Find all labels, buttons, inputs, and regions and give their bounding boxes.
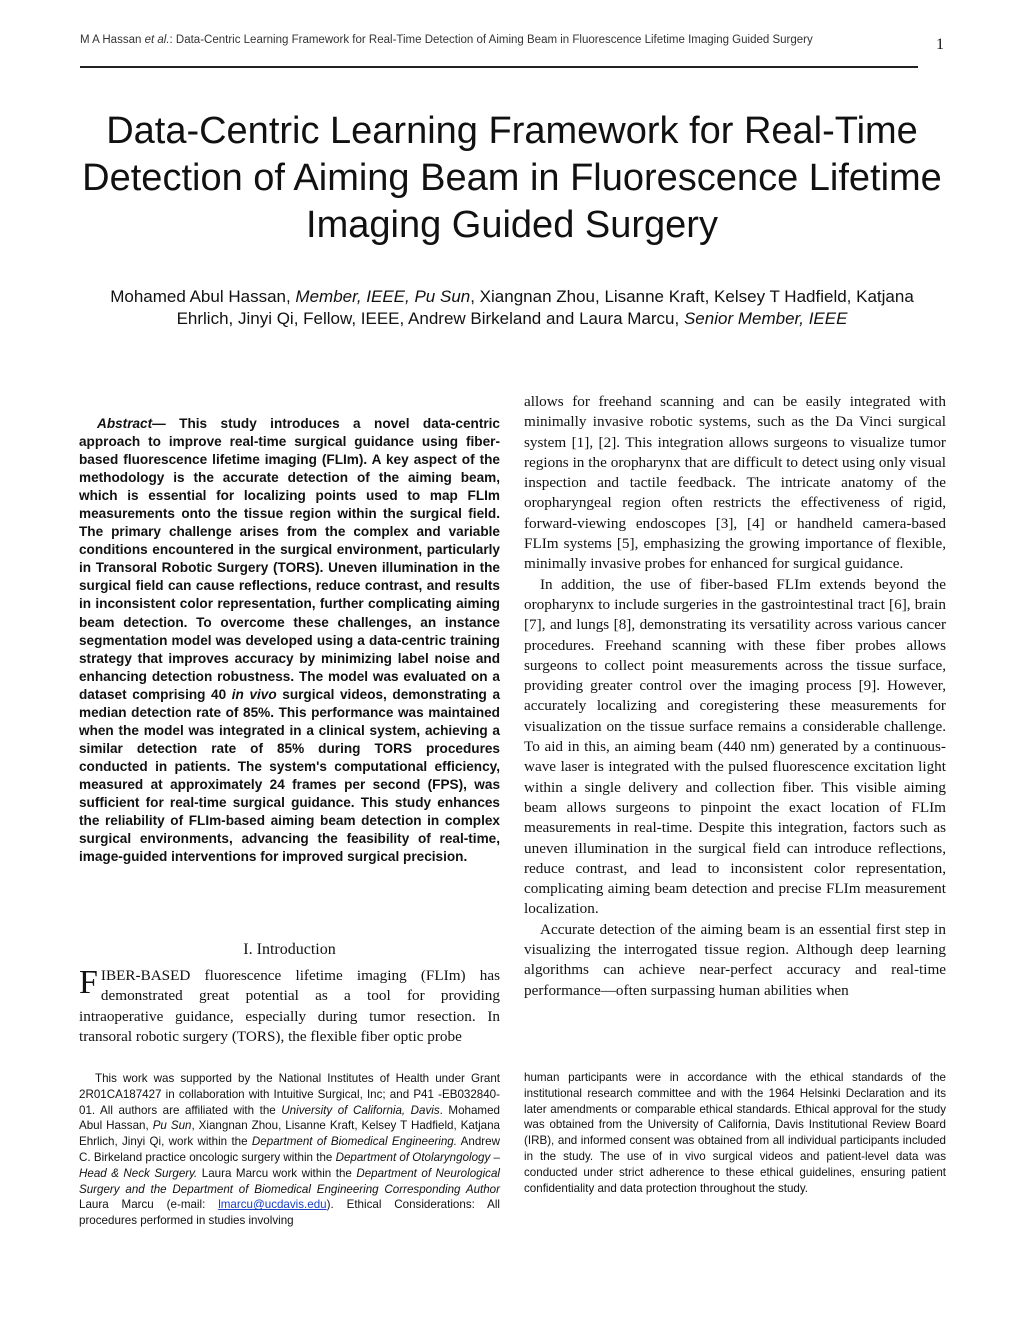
footnote-italic-2: Pu Sun [152,1119,192,1133]
drop-cap: F [79,964,98,1001]
footnote-text-2: . Mohamed Abul Hassan, [79,1103,500,1133]
footnote-text-3: , Xiangnan Zhou, Lisanne Kraft, Kelsey T Hadfield, Katjana Ehrlich, Jinyi Qi, work within the [79,1119,500,1149]
footnote-italic-3: Department of Biomedical Engineering. [251,1135,457,1149]
abstract-text-1: This study introduces a novel data-centric approach to improve real-time surgical guidance using fiber-based fluorescence lifetime imaging (FLIm). A key aspect of the methodology is the accurate detection of the aiming beam, which is essential for localizing points used to map FLIm measurements onto the tissue region within the surgical field. The primary challenge arises from the complex and variable conditions encountered in the surgical environment, particularly in Transoral Robotic Surgery (TORS). Uneven illumination in the surgical field can cause reflections, reduce contrast, and results in inconsistent color representation, further complicating aiming beam detection. To overcome these challenges, an instance segmentation model was developed using a data-centric training strategy that improves accuracy by minimizing label noise and enhancing detection robustness. The model was evaluated on a dataset comprising 40 [79,416,500,702]
introduction-paragraph-3: Accurate detection of the aiming beam is an essential first step in visualizing the interrogated tissue region. Although deep learning algorithms can achieve near-perfect accuracy and real-time performance—often surpassing human abilities when [524,920,946,999]
introduction-paragraph-1-continued: allows for freehand scanning and can be easily integrated with minimally invasive robotic systems, such as the Da Vinci surgical system [1], [2]. This integration allows surgeons to visualize tumor regions in the oropharynx that are difficult to detect using only visual inspection and tactile feedback. The intricate anatomy of the oropharyngeal region often restricts the effectiveness of rigid, forward-viewing endoscopes [3], [4] or handheld camera-based FLIm systems [5], emphasizing the growing importance of flexible, minimally invasive probes for enhanced for surgical guidance. [524,393,946,573]
running-head-title: : Data-Centric Learning Framework for Real-Time Detection of Aiming Beam in Fluorescence Lifetime Imaging Guided Surgery [169,34,813,46]
abstract-in-vivo: in vivo [231,686,277,702]
footnote-text-1: This work was supported by the National Institutes of Health under Grant 2R01CA187427 in collaboration with Intuitive Surgical, Inc; and P41 -EB032840-01. All authors are affiliated with the [79,1072,500,1117]
right-column [524,392,946,1001]
email-link[interactable]: lmarcu@ucdavis.edu [218,1198,327,1212]
abstract-text-2: surgical videos, demonstrating a median detection rate of 85%. This performance was maintained when the model was integrated in a clinical system, achieving a similar detection rate of 85% during TORS procedures conducted in patients. The system's computational efficiency, measured at approximately 24 frames per second (FPS), was sufficient for real-time surgical guidance. This study enhances the reliability of FLIm-based aiming beam detection in complex surgical environments, advancing the feasibility of real-time, image-guided interventions for improved surgical precision. [79,686,500,865]
introduction-paragraph-2: In addition, the use of fiber-based FLIm extends beyond the oropharynx to include surgeries in the gastrointestinal tract [6], brain [7], and lungs [8], demonstrating its versatility across various cancer procedures. Freehand scanning with these fiber probes allows surgeons to collect point measurements across the tissue surface, providing greater control over the imaging process [9]. However, accurately localizing and coregistering these measurements for visualization on the tissue surface remains a considerable challenge. To aid in this, an aiming beam (440 nm) generated by a continuous-wave laser is integrated with the pulsed fluorescence excitation light within a single delivery and collection fiber. This visible aiming beam allows surgeons to pinpoint the exact location of FLIm measurements in real-time. Despite this integration, factors such as uneven illumination in the surgical field can introduce reflections, reduce contrast, and lead to inconsistent color representation, complicating aiming beam detection and precise FLIm measurement localization. [524,575,946,918]
footnote-italic-5: Department of Neurological Surgery and the Department of Biomedical Engineering [79,1166,500,1196]
authors-part-2: , Xiangnan Zhou, Lisanne Kraft, Kelsey T Hadfield, Katjana Ehrlich, Jinyi Qi, Fellow, IEEE, Andrew Birkeland and Laura Marcu, [176,287,914,328]
footnote-right: human participants were in accordance with the ethical standards of the institutional research committee and with the 1964 Helsinki Declaration and its later amendments or comparable ethical standards. Ethical approval for the study was obtained from the University of California, Davis Institutional Review Board (IRB), and informed consent was obtained from all individual participants included in the study. The use of in vivo surgical videos and patient-level data was conducted under strict adherence to these ethical guidelines, ensuring patient confidentiality and data protection throughout the study. [524,1071,946,1195]
header-rule [80,66,918,68]
abstract-dash: — [152,416,180,431]
paper-title: Data-Centric Learning Framework for Real-Time Detection of Aiming Beam in Fluorescence Lifetime Imaging Guided Surgery [82,110,942,246]
introduction-text-1: IBER-BASED fluorescence lifetime imaging (FLIm) has demonstrated great potential as a tool for providing intraoperative guidance, especially during tumor resection. In transoral robotic surgery (TORS), the flexible fiber optic probe [79,967,500,1045]
running-head-author: M A Hassan [80,34,142,46]
footnote-italic-4: Department of Otolaryngology – Head & Neck Surgery. [79,1150,500,1180]
footnote-text-6: Laura Marcu (e-mail: [79,1198,219,1212]
running-head [80,34,840,46]
footnote-text-7: ). Ethical Considerations: All procedures performed in studies involving [79,1198,500,1228]
footnote-left [79,1071,500,1229]
footnote-text-5: Laura Marcu work within the [197,1166,357,1180]
authors-role-1: Member, IEEE, Pu Sun [295,287,471,306]
introduction-heading: I. Introduction [243,941,336,958]
abstract-label: Abstract [97,416,153,431]
introduction-paragraph-1 [79,966,500,1047]
footnote-italic-6: Corresponding Author [384,1182,500,1196]
running-head-etal: et al. [144,34,170,46]
footnote-text-4: Andrew C. Birkeland practice oncologic surgery within the [79,1135,500,1164]
authors-part-1: Mohamed Abul Hassan, [110,287,296,306]
page-number: 1 [936,36,944,53]
author-list [110,286,914,329]
authors-role-2: Senior Member, IEEE [683,308,848,328]
footnote-italic-1: University of California, Davis [281,1103,440,1117]
abstract [79,415,500,866]
